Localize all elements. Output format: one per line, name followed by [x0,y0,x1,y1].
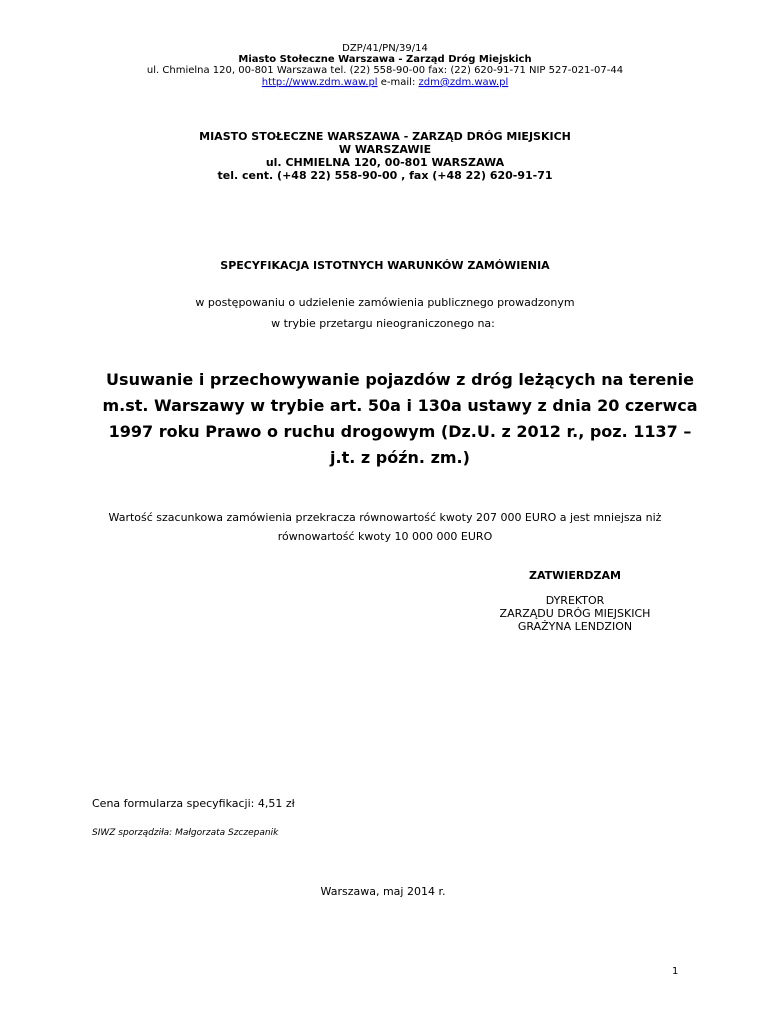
procedure-line-1: w postępowaniu o udzielenie zamówienia publicznego prowadzonym [195,296,575,309]
reference-number: DZP/41/PN/39/14 [342,43,428,54]
approval-role: DYREKTOR [545,594,605,607]
contract-title-line-1: Usuwanie i przechowywanie pojazdów z dróg leżących na terenie [106,370,694,389]
approval-heading: ZATWIERDZAM [529,569,621,582]
authority-line-3: ul. CHMIELNA 120, 00-801 WARSZAWA [265,156,505,169]
authority-line-2: W WARSZAWIE [338,143,432,156]
value-note-line-2: równowartość kwoty 10 000 000 EURO [277,530,493,543]
website-link[interactable]: http://www.zdm.waw.pl [261,77,378,88]
letterhead-org-name: Miasto Stołeczne Warszawa - Zarząd Dróg Miejskich [238,54,532,65]
approval-name: GRAŻYNA LENDZION [517,620,633,633]
place-date: Warszawa, maj 2014 r. [320,885,446,898]
email-link[interactable]: zdm@zdm.waw.pl [418,77,509,88]
value-note-line-1: Wartość szacunkowa zamówienia przekracza równowartość kwoty 207 000 EURO a jest mniejsza niż [108,511,662,524]
approval-org: ZARZĄDU DRÓG MIEJSKICH [499,607,651,620]
spec-heading: SPECYFIKACJA ISTOTNYCH WARUNKÓW ZAMÓWIENIA [220,259,550,272]
letterhead-contact-line [0,77,770,88]
email-label: e-mail: [380,77,416,88]
prepared-by: SIWZ sporządziła: Małgorzata Szczepanik [92,828,279,838]
contract-title-line-2: m.st. Warszawy w trybie art. 50a i 130a ustawy z dnia 20 czerwca [102,396,698,415]
letterhead-address: ul. Chmielna 120, 00-801 Warszawa tel. (22) 558-90-00 fax: (22) 620-91-71 NIP 527-021-07-44 [146,65,624,76]
contract-title-line-4: j.t. z późn. zm.) [330,448,470,467]
contract-title-line-3: 1997 roku Prawo o ruchu drogowym (Dz.U. z 2012 r., poz. 1137 – [108,422,692,441]
procedure-line-2: w trybie przetargu nieograniczonego na: [271,317,495,330]
price-note: Cena formularza specyfikacji: 4,51 zł [92,797,295,810]
authority-line-4: tel. cent. (+48 22) 558-90-00 , fax (+48 22) 620-91-71 [217,169,553,182]
page-number: 1 [672,966,679,977]
authority-line-1: MIASTO STOŁECZNE WARSZAWA - ZARZĄD DRÓG MIEJSKICH [199,130,571,143]
